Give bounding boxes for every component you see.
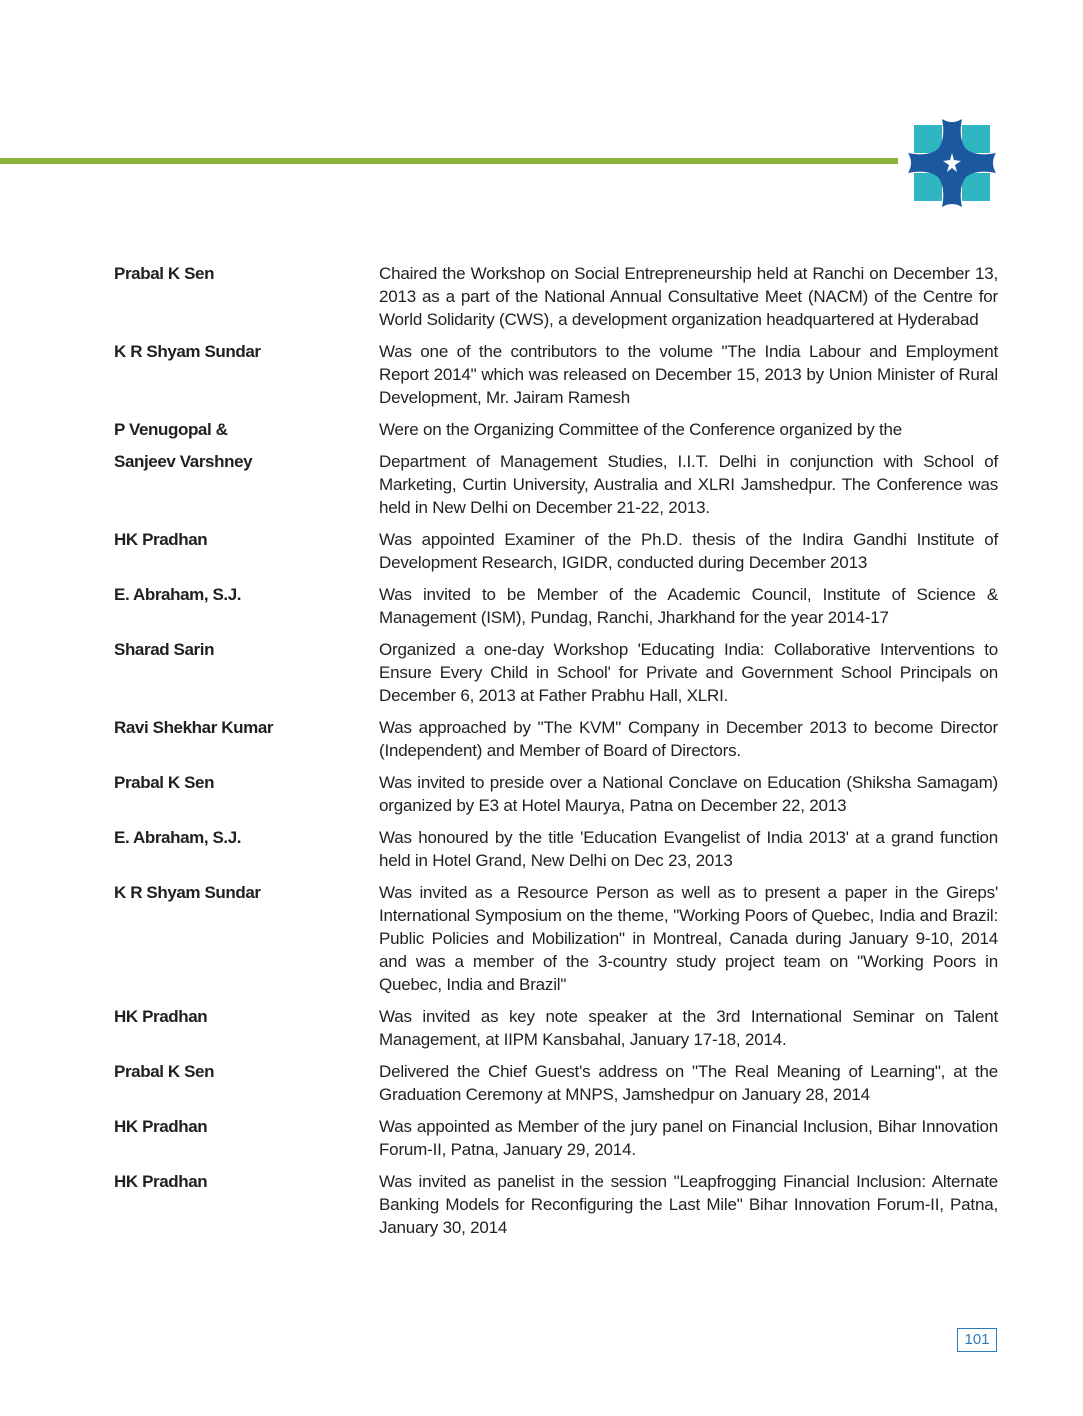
faculty-name: E. Abraham, S.J. bbox=[114, 585, 242, 604]
list-item bbox=[114, 638, 998, 707]
activity-description: Was invited to be Member of the Academic Council, Institute of Science & Management (ISM), Pundag, Ranchi, Jharkhand for the year 2014-17 bbox=[379, 585, 998, 627]
list-item bbox=[114, 583, 998, 629]
faculty-name: Sharad Sarin bbox=[114, 640, 215, 659]
xlri-logo-icon bbox=[906, 117, 998, 209]
activity-description: Was invited as key note speaker at the 3rd International Seminar on Talent Management, at IIPM Kansbahal, January 17-18, 2014. bbox=[379, 1007, 998, 1049]
list-item bbox=[114, 450, 998, 519]
faculty-name: HK Pradhan bbox=[114, 1172, 208, 1191]
faculty-name: HK Pradhan bbox=[114, 1007, 208, 1026]
activities-list bbox=[114, 262, 998, 1248]
activity-description: Organized a one-day Workshop 'Educating India: Collaborative Interventions to Ensure Every Child in School' for Private and Government School Principals on December 6, 2013 at Father Prabhu Hall, XLRI. bbox=[379, 640, 998, 705]
list-item bbox=[114, 1060, 998, 1106]
activity-description: Chaired the Workshop on Social Entrepreneurship held at Ranchi on December 13, 2013 as a part of the National Annual Consultative Meet (NACM) of the Centre for World Solidarity (CWS), a development organization headquartered at Hyderabad bbox=[379, 264, 998, 329]
activity-description: Delivered the Chief Guest's address on "The Real Meaning of Learning", at the Graduation Ceremony at MNPS, Jamshedpur on January 28, 2014 bbox=[379, 1062, 998, 1104]
list-item bbox=[114, 716, 998, 762]
activity-description: Was invited as a Resource Person as well as to present a paper in the Gireps' International Symposium on the theme, "Working Poors of Quebec, India and Brazil: Public Policies and Mobilization" in Montreal, Canada during January 9-10, 2014 and was a member of the 3-country study project team on "Working Poors in Quebec, India and Brazil" bbox=[379, 883, 998, 994]
faculty-name: K R Shyam Sundar bbox=[114, 883, 261, 902]
list-item bbox=[114, 771, 998, 817]
list-item bbox=[114, 1170, 998, 1239]
faculty-name: K R Shyam Sundar bbox=[114, 342, 261, 361]
faculty-name: E. Abraham, S.J. bbox=[114, 828, 242, 847]
page-number: 101 bbox=[957, 1328, 997, 1352]
activity-description: Was honoured by the title 'Education Evangelist of India 2013' at a grand function held in Hotel Grand, New Delhi on Dec 23, 2013 bbox=[379, 828, 998, 870]
faculty-name: Ravi Shekhar Kumar bbox=[114, 718, 274, 737]
faculty-name: P Venugopal & bbox=[114, 420, 228, 439]
faculty-name: Prabal K Sen bbox=[114, 1062, 215, 1081]
activity-description: Was one of the contributors to the volume "The India Labour and Employment Report 2014" which was released on December 15, 2013 by Union Minister of Rural Development, Mr. Jairam Ramesh bbox=[379, 342, 998, 407]
list-item bbox=[114, 826, 998, 872]
activity-description: Department of Management Studies, I.I.T. Delhi in conjunction with School of Marketing, Curtin University, Australia and XLRI Jamshedpur. The Conference was held in New Delhi on December 21-22, 2013. bbox=[379, 452, 998, 517]
faculty-name: Sanjeev Varshney bbox=[114, 452, 253, 471]
faculty-name: HK Pradhan bbox=[114, 1117, 208, 1136]
list-item bbox=[114, 262, 998, 331]
list-item bbox=[114, 528, 998, 574]
list-item bbox=[114, 340, 998, 409]
list-item bbox=[114, 1115, 998, 1161]
activity-description: Was appointed as Member of the jury panel on Financial Inclusion, Bihar Innovation Forum-II, Patna, January 29, 2014. bbox=[379, 1117, 998, 1159]
faculty-name: Prabal K Sen bbox=[114, 773, 215, 792]
activity-description: Were on the Organizing Committee of the Conference organized by the bbox=[379, 420, 903, 439]
list-item bbox=[114, 1005, 998, 1051]
list-item bbox=[114, 418, 998, 441]
activity-description: Was invited to preside over a National Conclave on Education (Shiksha Samagam) organized by E3 at Hotel Maurya, Patna on December 22, 2013 bbox=[379, 773, 998, 815]
activity-description: Was invited as panelist in the session "Leapfrogging Financial Inclusion: Alternate Banking Models for Reconfiguring the Last Mile" Bihar Innovation Forum-II, Patna, January 30, 2014 bbox=[379, 1172, 998, 1237]
header-rule bbox=[0, 158, 898, 164]
faculty-name: HK Pradhan bbox=[114, 530, 208, 549]
list-item bbox=[114, 881, 998, 996]
activity-description: Was appointed Examiner of the Ph.D. thesis of the Indira Gandhi Institute of Development Research, IGIDR, conducted during December 2013 bbox=[379, 530, 998, 572]
activity-description: Was approached by "The KVM" Company in December 2013 to become Director (Independent) and Member of Board of Directors. bbox=[379, 718, 998, 760]
faculty-name: Prabal K Sen bbox=[114, 264, 215, 283]
